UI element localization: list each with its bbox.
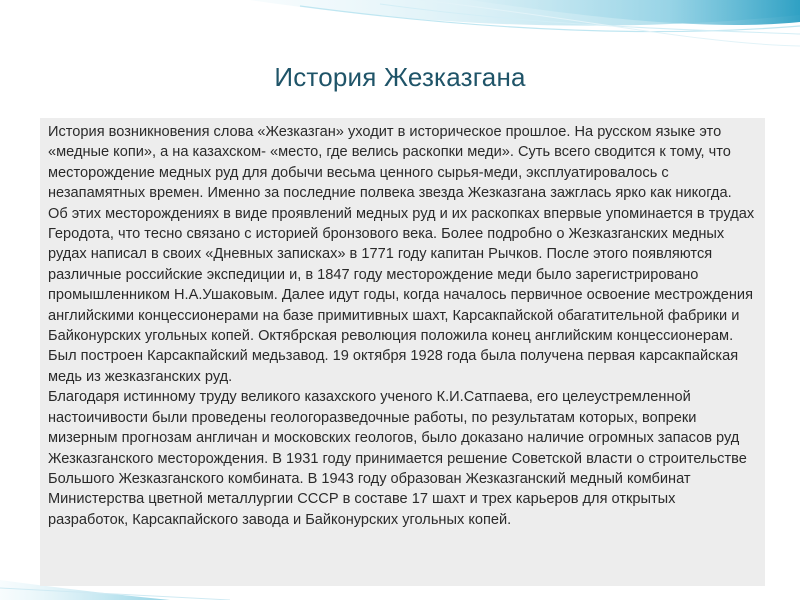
- paragraph-history: Об этих месторождениях в виде проявлений медных руд и их раскопках впервые упоминается в трудах Геродота, что тесно связано с историей бронзового века. Более подробно о Жезказганских медных рудах написал в своих «Дневных записках» в 1771 году капитан Рычков. После этого появляются различные российские экспедиции и, в 1847 году месторождение меди было зарегистрировано промышленником Н.А.Ушаковым. Далее идут годы, когда началось первичное освоение местрождения английскими концессионерами на базе примитивных шахт, Карсакпайской обагатительной фабрики и Байконурских угольных копей. Октябрская революция положила конец английским концессионерам. Был построен Карсакпайский медьзавод. 19 октября 1928 года была получена первая карсакпайская медь из жезказганских руд.: [48, 205, 755, 385]
- paragraph-intro: История возникновения слова «Жезказган» уходит в историческое прошлое. На русском языке это «медные копи», а на казахском- «место, где велись раскопки меди». Суть всего сводится к тому, что месторождение медных руд для добычи весьма ценного сырья-меди, эксплуатировалось с незапамятных времен. Именно за последние полвека звезда Жезказгана зажглась ярко как никогда.: [48, 124, 732, 202]
- slide-title: История Жезказгана: [274, 62, 526, 92]
- paragraph-satpaev: Благодаря истинному труду великого казахского ученого К.И.Сатпаева, его целеустремленной настоичивости были проведены геологоразведочные работы, по результатам которых, вопреки мизерным прогнозам англичан и московских геологов, было доказано наличие огромных запасов руд Жезказганского месторождения. В 1931 году принимается решение Советской власти о строительстве Большого Жезказганского комбината. В 1943 году образован Жезказганский медный комбинат Министерства цветной металлургии СССР в составе 17 шахт и трех карьеров для открытых разработок, Карсакпайского завода и Байконурских угольных копей.: [48, 389, 747, 528]
- text-panel: [40, 118, 765, 586]
